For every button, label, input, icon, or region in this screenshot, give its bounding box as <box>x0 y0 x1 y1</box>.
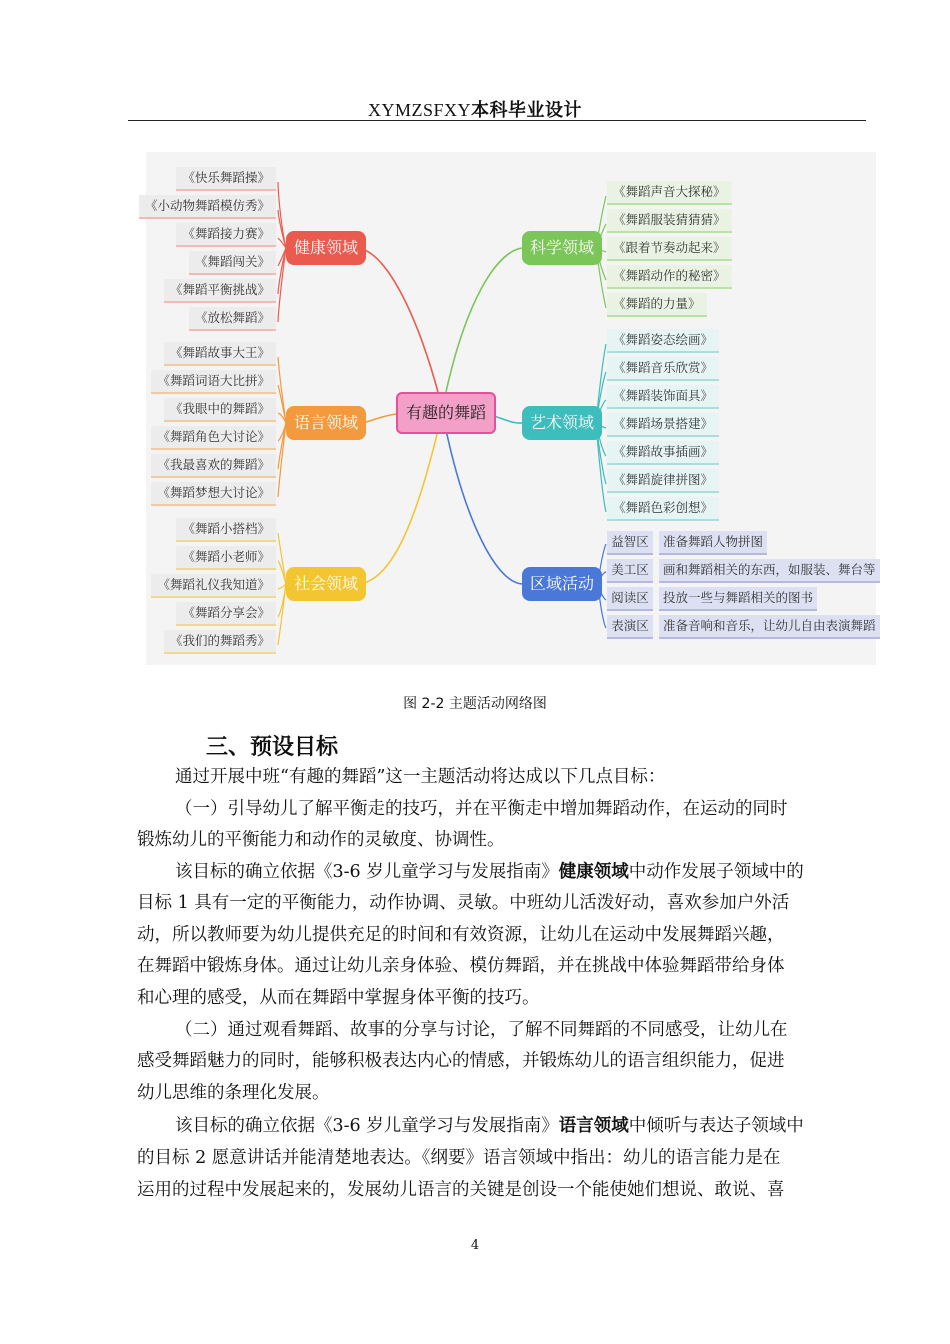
area-key: 美工区 <box>607 559 653 583</box>
language-leaf: 《舞蹈词语大比拼》 <box>151 370 276 394</box>
area-row <box>607 559 880 581</box>
paragraph-line <box>175 1111 895 1143</box>
science-leaf: 《舞蹈服装猜猜猜》 <box>607 209 732 233</box>
paragraph-line: 动，所以教师要为幼儿提供充足的时间和有效资源，让幼儿在运动中发展舞蹈兴趣， <box>137 925 785 945</box>
mindmap-center-topic: 有趣的舞蹈 <box>396 392 496 434</box>
area-value: 准备舞蹈人物拼图 <box>659 531 767 555</box>
figure-caption: 图 2-2 主题活动网络图 <box>403 696 547 712</box>
art-leaf: 《舞蹈旋律拼图》 <box>607 469 719 493</box>
language-leaf: 《我最喜欢的舞蹈》 <box>151 454 276 478</box>
area-row <box>607 531 767 553</box>
branch-health: 健康领域 <box>286 231 366 265</box>
area-key: 表演区 <box>607 615 653 639</box>
connector-social <box>358 430 438 584</box>
art-leaf: 《舞蹈故事插画》 <box>607 441 719 465</box>
area-key: 阅读区 <box>607 587 653 611</box>
connector-science <box>446 248 522 392</box>
branch-science: 科学领域 <box>522 231 602 265</box>
social-leaf: 《舞蹈小搭档》 <box>176 518 276 542</box>
paragraph-text: 中倾听与表达子领域中 <box>628 1116 804 1136</box>
branch-language: 语言领域 <box>286 406 366 440</box>
science-leaf: 《舞蹈动作的秘密》 <box>607 265 732 289</box>
header-title: 本科毕业设计 <box>471 100 583 121</box>
area-value: 投放一些与舞蹈相关的图书 <box>659 587 817 611</box>
social-leaf-connectors <box>278 533 286 645</box>
paragraph-line: 幼儿思维的条理化发展。 <box>137 1083 330 1103</box>
social-leaf: 《舞蹈分享会》 <box>176 602 276 626</box>
header-code: XYMZSFXY <box>367 100 472 120</box>
language-leaf: 《舞蹈角色大讨论》 <box>151 426 276 450</box>
branch-area-activities: 区域活动 <box>522 567 602 601</box>
bold-term-health: 健康领域 <box>558 862 629 882</box>
art-leaf: 《舞蹈色彩创想》 <box>607 497 719 521</box>
paragraph-line: （一）引导幼儿了解平衡走的技巧，并在平衡走中增加舞蹈动作，在运动的同时 <box>175 799 788 819</box>
section-heading: 三、预设目标 <box>206 735 339 760</box>
health-leaf: 《舞蹈平衡挑战》 <box>164 279 276 303</box>
branch-social: 社会领域 <box>286 567 366 601</box>
branch-art: 艺术领域 <box>522 406 602 440</box>
area-row <box>607 587 817 609</box>
paragraph-line: 感受舞蹈魅力的同时，能够积极表达内心的情感，并锻炼幼儿的语言组织能力，促进 <box>137 1051 785 1071</box>
art-leaf: 《舞蹈装饰面具》 <box>607 385 719 409</box>
health-leaf: 《舞蹈接力赛》 <box>176 223 276 247</box>
social-leaf: 《我们的舞蹈秀》 <box>164 630 276 654</box>
area-value: 准备音响和音乐，让幼儿自由表演舞蹈 <box>659 615 880 639</box>
area-key: 益智区 <box>607 531 653 555</box>
language-leaf: 《舞蹈梦想大讨论》 <box>151 482 276 506</box>
science-leaf: 《跟着节奏动起来》 <box>607 237 732 261</box>
paragraph-line: 目标 1 具有一定的平衡能力，动作协调、灵敏。中班幼儿活泼好动，喜欢参加户外活 <box>137 893 790 913</box>
connector-health <box>358 248 438 392</box>
paragraph-line: 在舞蹈中锻炼身体。通过让幼儿亲身体验、模仿舞蹈，并在挑战中体验舞蹈带给身体 <box>137 956 785 976</box>
page-header <box>0 96 950 122</box>
paragraph-text: 该目标的确立依据《3-6 岁儿童学习与发展指南》 <box>175 1116 559 1136</box>
art-leaf: 《舞蹈姿态绘画》 <box>607 329 719 353</box>
language-leaf-connectors <box>278 357 286 497</box>
social-leaf: 《舞蹈礼仪我知道》 <box>151 574 276 598</box>
health-leaf: 《放松舞蹈》 <box>189 307 276 331</box>
language-leaf: 《舞蹈故事大王》 <box>164 342 276 366</box>
art-leaf: 《舞蹈音乐欣赏》 <box>607 357 719 381</box>
paragraph-line <box>175 857 895 889</box>
language-leaf: 《我眼中的舞蹈》 <box>164 398 276 422</box>
science-leaf: 《舞蹈声音大探秘》 <box>607 181 732 205</box>
health-leaf: 《舞蹈闯关》 <box>189 251 276 275</box>
area-row <box>607 615 880 637</box>
paragraph-line: 的目标 2 愿意讲话并能清楚地表达。《纲要》语言领域中指出：幼儿的语言能力是在 <box>137 1148 781 1168</box>
area-value: 画和舞蹈相关的东西，如服装、舞台等 <box>659 559 880 583</box>
art-leaf: 《舞蹈场景搭建》 <box>607 413 719 437</box>
paragraph-line: 运用的过程中发展起来的，发展幼儿语言的关键是创设一个能使她们想说、敢说、喜 <box>137 1180 785 1200</box>
page-number: 4 <box>470 1238 480 1253</box>
paragraph-line: 通过开展中班“有趣的舞蹈”这一主题活动将达成以下几点目标： <box>175 767 666 787</box>
bold-term-language: 语言领域 <box>558 1116 629 1136</box>
health-leaf: 《小动物舞蹈模仿秀》 <box>139 195 276 219</box>
health-leaf: 《快乐舞蹈操》 <box>176 167 276 191</box>
health-leaf-connectors <box>278 182 286 322</box>
paragraph-line: 和心理的感受，从而在舞蹈中掌握身体平衡的技巧。 <box>137 988 540 1008</box>
social-leaf: 《舞蹈小老师》 <box>176 546 276 570</box>
header-rule <box>128 120 866 121</box>
mindmap-figure <box>146 152 876 665</box>
paragraph-line: 锻炼幼儿的平衡能力和动作的灵敏度、协调性。 <box>137 830 505 850</box>
paragraph-text: 该目标的确立依据《3-6 岁儿童学习与发展指南》 <box>175 862 559 882</box>
paragraph-text: 中动作发展子领域中的 <box>628 862 804 882</box>
paragraph-line: （二）通过观看舞蹈、故事的分享与讨论，了解不同舞蹈的不同感受，让幼儿在 <box>175 1020 788 1040</box>
connector-area <box>446 430 522 584</box>
science-leaf: 《舞蹈的力量》 <box>607 293 707 317</box>
